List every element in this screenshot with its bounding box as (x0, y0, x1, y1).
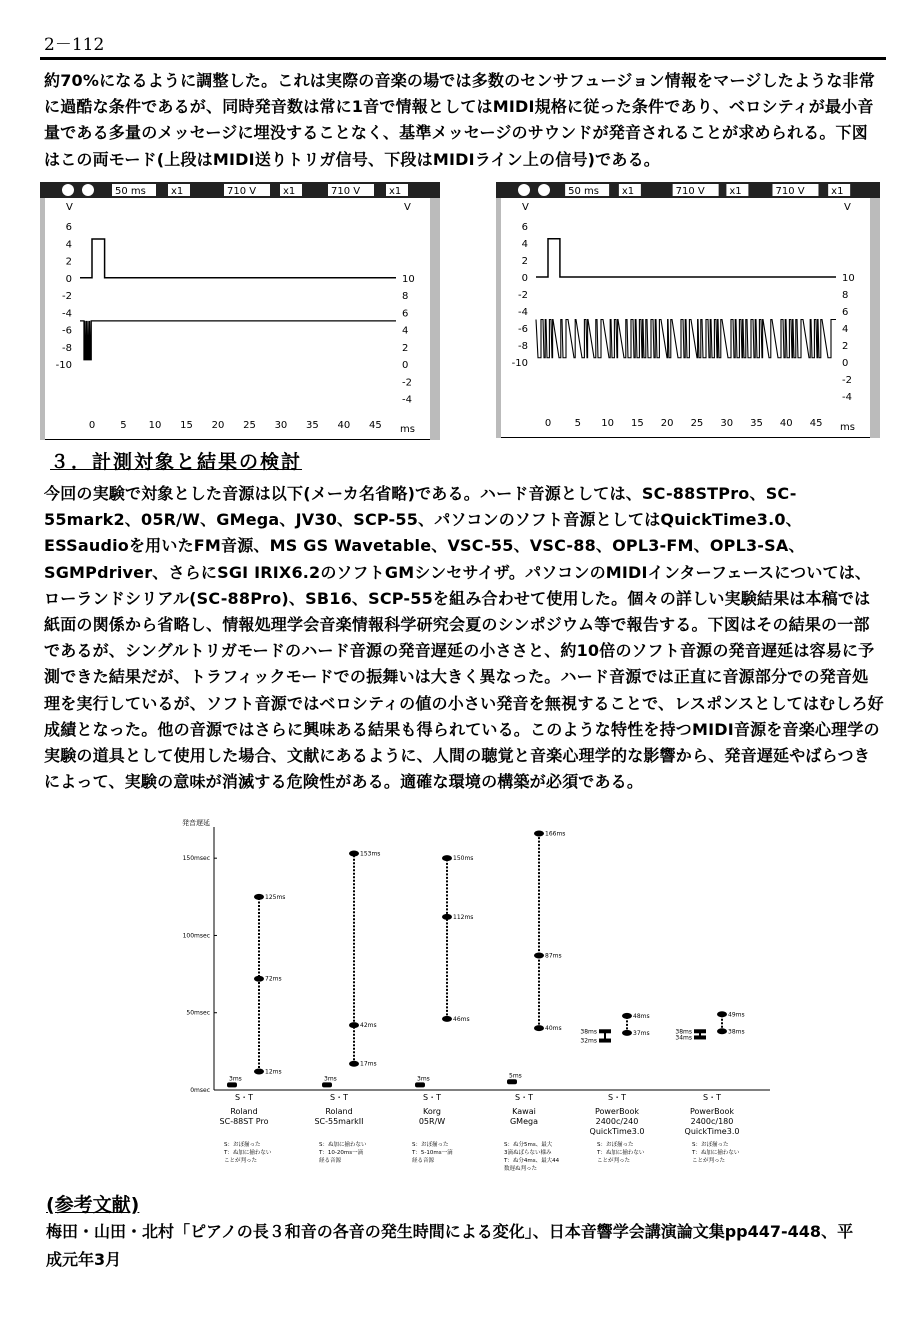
scope-toolbar-label: 710 V (227, 186, 257, 197)
chart-single-mark (599, 1029, 611, 1033)
chart-single-mark (322, 1082, 332, 1087)
scope-x-tick: 10 (148, 420, 162, 431)
chart-single-label: 3ms (324, 1075, 337, 1083)
scope-dial-icon (82, 184, 94, 196)
scope-left-tick: 2 (65, 256, 72, 268)
chart-category (314, 851, 380, 1164)
scope-x-tick: 20 (211, 420, 225, 431)
chart-mode-label: S・T (703, 1093, 721, 1102)
scope-toolbar-label: 710 V (675, 186, 705, 197)
scope-toolbar-label: x1 (621, 186, 635, 197)
scope-x-tick: 30 (720, 418, 734, 429)
scope-right (496, 182, 880, 438)
chart-traffic-mark (534, 1025, 544, 1031)
chart-single-mark (694, 1029, 706, 1033)
scope-left-tick: 0 (521, 273, 528, 284)
scope-right-border (870, 198, 880, 438)
scope-toolbar-label: x1 (171, 186, 184, 197)
chart-traffic-mark (349, 1022, 359, 1028)
chart-single-mark (694, 1035, 706, 1039)
scope-left-tick: 0 (65, 273, 72, 285)
scope-x-tick: 0 (544, 418, 552, 429)
references-heading: (参考文献) (46, 1194, 140, 1216)
scope-left-tick: -2 (62, 291, 72, 302)
scope-left-tick: -6 (62, 325, 72, 337)
scope-right-tick: 2 (402, 342, 409, 354)
scope-toolbar-label: 50 ms (568, 186, 599, 197)
scope-left-tick: -8 (518, 341, 528, 352)
scope-x-tick: 45 (809, 418, 823, 429)
scope-x-tick: 40 (337, 420, 351, 431)
chart-category-name: PowerBook 2400c/180 QuickTime3.0 (684, 1107, 740, 1136)
chart-traffic-label: 40ms (545, 1025, 562, 1033)
chart-traffic-mark (442, 855, 452, 861)
chart-single-mark (507, 1079, 517, 1084)
chart-category-name: Roland SC-55markII (314, 1107, 364, 1126)
scope-dial-icon (538, 184, 550, 196)
chart-category-note: S：おぼ揃った T：ぬ加に揃わないことが判った (224, 1142, 272, 1164)
chart-traffic-mark (717, 1011, 727, 1017)
chart-traffic-mark (717, 1028, 727, 1034)
chart-category (580, 1013, 649, 1164)
chart-traffic-label: 49ms (728, 1011, 745, 1019)
chart-category (503, 830, 565, 1172)
scope-x-tick: 35 (750, 418, 763, 429)
chart-mode-label: S・T (515, 1093, 533, 1102)
chart-traffic-label: 12ms (265, 1068, 282, 1076)
chart-ylabel: 発音遅延 (182, 819, 210, 827)
scope-x-unit: ms (840, 422, 855, 433)
chart-traffic-label: 72ms (265, 975, 282, 983)
scope-right-tick: 6 (402, 308, 409, 320)
latency-chart (180, 815, 780, 1185)
chart-traffic-mark (254, 1068, 264, 1074)
chart-single-mark (227, 1082, 237, 1087)
chart-traffic-mark (534, 830, 544, 836)
chart-traffic-mark (534, 953, 544, 959)
scope-left-tick: 6 (65, 222, 72, 233)
scope-x-tick: 25 (690, 418, 704, 429)
scope-left-tick: -4 (62, 308, 72, 320)
scope-unit-right: V (404, 202, 411, 213)
chart-mode-label: S・T (330, 1093, 348, 1102)
header-rule (40, 57, 886, 60)
scope-left-tick: 2 (521, 256, 528, 267)
scope-unit-left: V (522, 202, 529, 213)
chart-traffic-label: 48ms (633, 1012, 650, 1020)
chart-single-mark (599, 1039, 611, 1043)
scope-right-tick: 10 (842, 273, 855, 284)
scope-x-tick: 45 (369, 420, 382, 431)
scope-right-tick: 4 (402, 325, 409, 337)
scope-right-tick: 2 (842, 341, 849, 352)
scope-x-tick: 15 (180, 420, 193, 431)
chart-category-name: Kawai GMega (509, 1107, 539, 1126)
chart-traffic-label: 46ms (453, 1015, 470, 1023)
paragraph-intro: 約70%になるように調整した。これは実際の音楽の場では多数のセンサフュージョン情報をマージしたような非常に過酷な条件であるが、同時発音数は常に1音で情報としてはMIDI規格に従った条件であり、ベロシティが最小音量である多量のメッセージに埋没することなく、基準メッセージのサウンドが発音されることが求められる。下図はこの両モード(上段はMIDI送りトリガ信号、下段はMIDIライン上の信号)である。 (44, 71, 875, 169)
scope-x-tick: 5 (120, 420, 127, 431)
scope-right-tick: 4 (842, 324, 849, 335)
chart-traffic-mark (622, 1030, 632, 1036)
paragraph-results: 今回の実験で対象とした音源は以下(メーカ名省略)である。ハード音源としては、SC-88STPro、SC-55mark2、05R/W、GMega、JV30、SCP-55、パソコンのソフト音源としてはQuickTime3.0、ESSaudioを用いたFM音源、MS GS Wavetable、VSC-55、VSC-88、OPL3-FM、OPL3-SA、SGMPdriver、さらにSGI IRIX6.2のソフトGMシンセサイザ。パソコンのMIDIインターフェースについては、ローランドシリアル(SC-88Pro)、SB16、SCP-55を組み合わせて使用した。個々の詳しい実験結果は本稿では紙面の関係から省略し、情報処理学会音楽情報科学研究会夏のシンポジウム等で報告する。下図はその結果の一部であるが、シングルトリガモードのハード音源の発音遅延の小ささと、約10倍のソフト音源の発音遅延は容易に予測できた結果だが、トラフィックモードでの振舞いは大きく異なった。ハード音源では正直に音源部分での発音処理を実行しているが、ソフト音源ではベロシティの値の小さい発音を無視することで、レスポンスとしてはむしろ好成績となった。他の音源ではさらに興味ある結果も得られている。このような特性を持つMIDI音源を音楽心理学の実験の道具として使用した場合、文献にあるように、人間の聴覚と音楽心理学的な影響から、発音遅延やばらつきによって、実験の意味が消滅する危険性がある。適確な環境の構築が必須である。 (44, 484, 884, 792)
chart-single-mark (415, 1082, 425, 1087)
scope-gear-icon (62, 184, 74, 196)
page-number: 2－112 (44, 35, 105, 55)
chart-traffic-mark (254, 894, 264, 900)
scope-right-tick: -4 (842, 392, 852, 403)
scope-x-tick: 30 (274, 420, 288, 431)
chart-mode-label: S・T (235, 1093, 253, 1102)
chart-category-name: PowerBook 2400c/240 QuickTime3.0 (589, 1107, 645, 1136)
chart-category-note: S：ぬ分5ms、最大 3滴ぬばらない様み T：ぬ分4ms、最大44 数遅ぬ判った (504, 1142, 560, 1172)
scope-toolbar-label: x1 (283, 186, 296, 197)
chart-y-tick: 0msec (190, 1087, 210, 1094)
chart-traffic-mark (349, 1061, 359, 1067)
chart-single-label: 34ms (675, 1034, 692, 1042)
chart-single-label: 5ms (509, 1072, 522, 1080)
chart-y-tick: 150msec (182, 855, 210, 863)
scope-left-tick: 4 (65, 239, 72, 251)
scope-unit-left: V (66, 202, 73, 213)
chart-traffic-label: 42ms (360, 1022, 377, 1030)
chart-traffic-mark (622, 1013, 632, 1019)
chart-category (220, 894, 286, 1164)
scope-left-tick: 4 (521, 239, 528, 250)
scope-toolbar-label: 710 V (331, 186, 361, 197)
scope-x-tick: 0 (88, 420, 96, 431)
scope-right-tick: 0 (402, 360, 409, 371)
scope-gear-icon (518, 184, 530, 196)
scope-right-tick: 6 (842, 307, 849, 318)
chart-mode-label: S・T (608, 1093, 626, 1102)
chart-category (411, 855, 473, 1164)
chart-single-label: 38ms (580, 1028, 597, 1036)
scope-toolbar-label: x1 (389, 186, 402, 197)
scope-x-tick: 40 (779, 418, 793, 429)
chart-traffic-mark (442, 1016, 452, 1022)
chart-traffic-mark (254, 976, 264, 982)
scope-left-border (496, 198, 501, 438)
scope-left-tick: -8 (62, 342, 72, 354)
chart-category (675, 1011, 744, 1164)
scope-x-tick: 10 (601, 418, 614, 429)
scope-right-border (430, 198, 440, 440)
scope-frame (41, 183, 440, 440)
scope-x-tick: 15 (630, 418, 644, 429)
chart-traffic-label: 17ms (360, 1060, 377, 1068)
scope-left-tick: 6 (521, 222, 528, 233)
scope-left (40, 182, 440, 440)
scope-right-tick: 10 (402, 273, 415, 285)
chart-category-note: S：おぼ揃った T：ぬ加に揃わないことが判った (692, 1142, 740, 1164)
chart-traffic-mark (349, 851, 359, 857)
chart-traffic-label: 153ms (360, 850, 381, 858)
chart-mode-label: S・T (423, 1093, 441, 1102)
scope-frame (497, 183, 880, 438)
scope-right-tick: -2 (842, 375, 852, 386)
scope-toolbar-label: 710 V (775, 186, 805, 197)
chart-traffic-label: 37ms (633, 1029, 650, 1037)
scope-toolbar-label: x1 (831, 186, 844, 197)
chart-category-name: Roland SC-88ST Pro (219, 1107, 269, 1126)
chart-category-note: S：おぼ揃った T：5-10ms一滴経る音源 (412, 1142, 453, 1164)
section-heading: ３．計測対象と結果の検討 (50, 451, 303, 473)
chart-traffic-label: 166ms (545, 830, 566, 838)
scope-right-tick: 8 (842, 290, 849, 301)
scope-left-tick: -10 (511, 358, 528, 369)
scope-right-tick: 0 (842, 358, 849, 369)
chart-traffic-label: 125ms (265, 893, 286, 901)
scope-unit-right: V (844, 202, 851, 213)
scope-left-tick: -6 (518, 324, 528, 335)
chart-y-tick: 50msec (186, 1009, 210, 1017)
reference-item: 梅田・山田・北村「ピアノの長３和音の各音の発生時間による変化」、日本音響学会講演論文集pp447-448、平成元年3月 (46, 1222, 854, 1269)
chart-category-note: S：ぬ加に揃わない T：10-20ms一滴経る音源 (319, 1142, 367, 1164)
chart-single-label: 3ms (229, 1075, 242, 1083)
scope-toolbar-label: x1 (729, 186, 742, 197)
chart-single-label: 32ms (580, 1037, 597, 1045)
scope-left-tick: -4 (518, 307, 528, 318)
chart-category-name: Korg 05R/W (418, 1107, 446, 1126)
chart-traffic-label: 38ms (728, 1028, 745, 1036)
scope-right-tick: 8 (402, 291, 409, 302)
chart-traffic-label: 87ms (545, 952, 562, 960)
scope-x-tick: 35 (306, 420, 319, 431)
scope-right-tick: -4 (402, 394, 412, 406)
chart-traffic-label: 150ms (453, 855, 474, 863)
chart-single-label: 38ms (675, 1028, 692, 1036)
scope-toolbar-label: 50 ms (115, 186, 146, 197)
scope-x-tick: 25 (243, 420, 256, 431)
scope-left-tick: -10 (55, 360, 72, 371)
chart-traffic-label: 112ms (453, 913, 474, 921)
chart-traffic-mark (442, 914, 452, 920)
scope-x-unit: ms (400, 424, 415, 435)
chart-single-label: 3ms (417, 1075, 430, 1083)
scope-left-border (40, 198, 45, 440)
chart-y-tick: 100msec (182, 932, 210, 940)
scope-x-tick: 20 (660, 418, 674, 429)
scope-right-tick: -2 (402, 377, 412, 389)
scope-x-tick: 5 (574, 418, 581, 429)
scope-left-tick: -2 (518, 290, 528, 301)
chart-category-note: S：おぼ揃った T：ぬ加に揃わないことが判った (597, 1142, 645, 1164)
